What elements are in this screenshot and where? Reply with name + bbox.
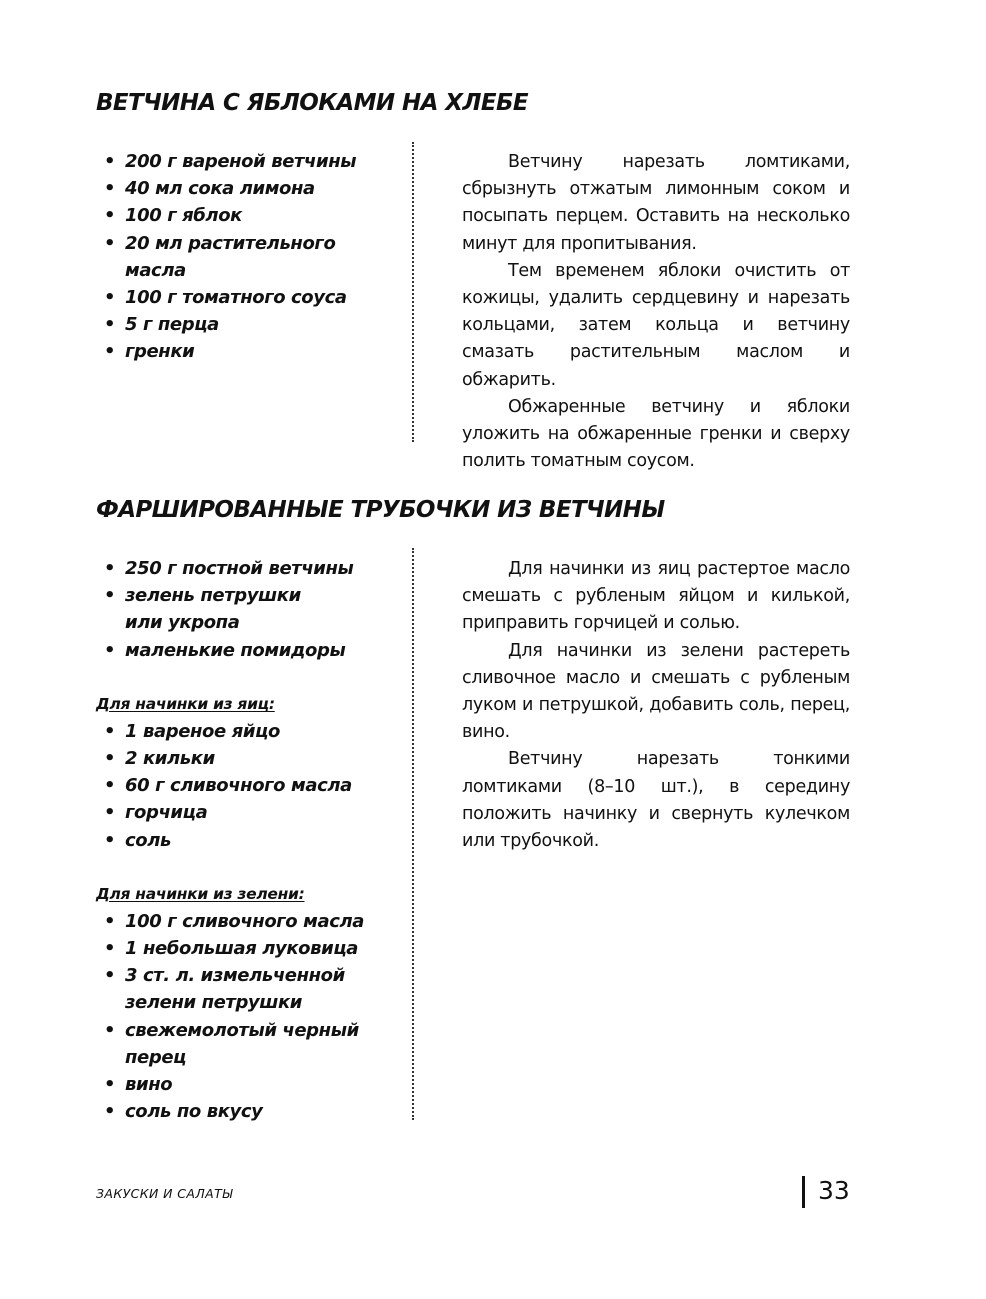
ingredient-item: • 1 вареное яйцо	[96, 718, 396, 745]
ingredient-item: • 40 мл сока лимона	[96, 175, 396, 202]
herb-filling-list	[96, 908, 396, 1126]
ingredient-item: • 1 небольшая луковица	[96, 935, 396, 962]
method-paragraph: Для начинки из яиц растертое масло смешать с рубленым яйцом и килькой, приправить горчицей и солью.	[462, 559, 850, 634]
ingredient-item: • 20 мл растительного масла	[96, 230, 345, 284]
ingredient-item: • вино	[96, 1071, 396, 1098]
ingredient-item: • 250 г постной ветчины	[96, 555, 396, 582]
ingredient-list	[96, 148, 396, 366]
herb-filling-heading: Для начинки из зелени:	[96, 884, 305, 903]
ingredient-list	[96, 555, 396, 664]
ingredient-item: • свежемолотый черный перец	[96, 1017, 360, 1071]
method-text	[462, 149, 850, 475]
recipe-title: ФАРШИРОВАННЫЕ ТРУБОЧКИ ИЗ ВЕТЧИНЫ	[96, 497, 665, 523]
ingredient-item: • 2 кильки	[96, 745, 396, 772]
method-text	[462, 556, 850, 855]
ingredient-item: • соль	[96, 827, 396, 854]
footer-divider	[802, 1176, 805, 1208]
recipe-title: ВЕТЧИНА С ЯБЛОКАМИ НА ХЛЕБЕ	[96, 90, 528, 116]
ingredient-item: • гренки	[96, 338, 396, 365]
ingredient-item: • маленькие помидоры	[96, 637, 396, 664]
method-paragraph: Для начинки из зелени растереть сливочное масло и смешать с рубленым луком и петрушкой, добавить соль, перец, вино.	[462, 640, 850, 743]
method-paragraph: Ветчину нарезать ломтиками, сбрызнуть отжатым лимонным соком и посыпать перцем. Оставить на несколько минут для пропитывания.	[462, 152, 850, 254]
method-paragraph: Тем временем яблоки очистить от кожицы, удалить сердцевину и нарезать кольцами, затем кольца и ветчину смазать растительным маслом и обжарить.	[462, 260, 850, 390]
ingredient-item: • 3 ст. л. измельченной зелени петрушки	[96, 962, 350, 1016]
ingredient-item: • 200 г вареной ветчины	[96, 148, 396, 175]
ingredient-item: • 100 г томатного соуса	[96, 284, 396, 311]
ingredient-item: • зелень петрушки или укропа	[96, 582, 340, 636]
ingredient-item: • 5 г перца	[96, 311, 396, 338]
column-divider	[412, 142, 414, 442]
ingredients-block	[96, 148, 396, 366]
column-divider	[412, 548, 414, 1120]
ingredient-item: • 100 г сливочного масла	[96, 908, 396, 935]
ingredient-item: • 100 г яблок	[96, 202, 396, 229]
section-name: ЗАКУСКИ И САЛАТЫ	[96, 1186, 233, 1201]
egg-filling-heading: Для начинки из яиц:	[96, 694, 275, 713]
page-number: 33	[818, 1176, 850, 1205]
ingredient-item: • 60 г сливочного масла	[96, 772, 396, 799]
ingredients-block	[96, 555, 396, 1125]
method-paragraph: Обжаренные ветчину и яблоки уложить на обжаренные гренки и сверху полить томатным соусом.	[462, 396, 850, 472]
egg-filling-list	[96, 718, 396, 854]
method-paragraph: Ветчину нарезать тонкими ломтиками (8–10 шт.), в середину положить начинку и свернуть кулечком или трубочкой.	[462, 749, 850, 852]
ingredient-item: • горчица	[96, 799, 396, 826]
ingredient-item: • соль по вкусу	[96, 1098, 396, 1125]
